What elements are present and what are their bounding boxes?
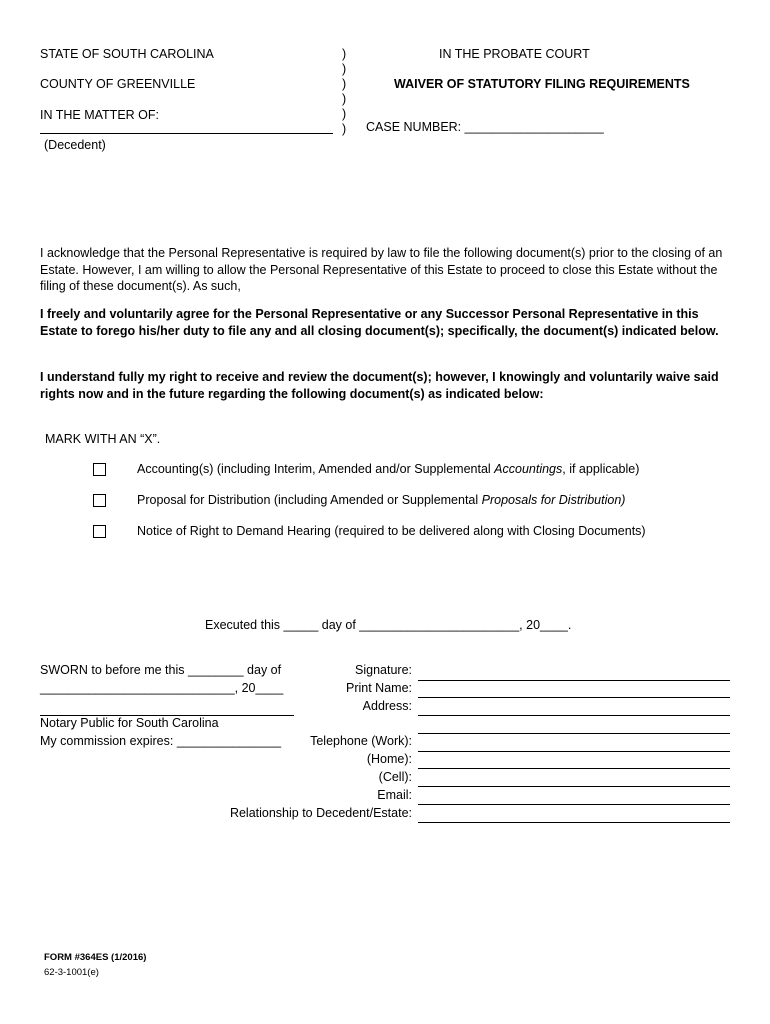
notary-title: Notary Public for South Carolina [40, 716, 219, 730]
paren: ) [342, 47, 347, 61]
form-number: FORM #364ES (1/2016) [44, 952, 147, 963]
address-line-2[interactable] [418, 733, 730, 734]
address-line[interactable] [418, 715, 730, 716]
address-label: Address: [362, 699, 412, 713]
agreement-paragraph: I freely and voluntarily agree for the Personal Representative or any Successor Personal Representative in this Estate to forego his/her duty to file any and all closing document(s); specifically, the document(s) indicated below. [40, 307, 719, 338]
telephone-home-label: (Home): [366, 752, 412, 766]
acknowledgement-paragraph: I acknowledge that the Personal Representative is required by law to file the following document(s) prior to the closing of an Estate. However, I am willing to allow the Personal Representative of this Estate to proceed to close this Estate without the filing of these document(s). As such, [40, 246, 723, 293]
notice-checkbox[interactable] [93, 525, 106, 538]
decedent-name-line[interactable] [40, 133, 333, 134]
print-name-label: Print Name: [346, 681, 412, 695]
email-line[interactable] [418, 804, 730, 805]
relationship-label: Relationship to Decedent/Estate: [229, 806, 412, 820]
case-number-field[interactable]: CASE NUMBER: ____________________ [366, 120, 604, 134]
county-label: COUNTY OF GREENVILLE [40, 77, 196, 91]
matter-label: IN THE MATTER OF: [40, 108, 159, 122]
mark-instruction: MARK WITH AN “X”. [45, 432, 161, 446]
decedent-label: (Decedent) [44, 138, 106, 152]
sworn-line[interactable]: SWORN to before me this ________ day of [40, 663, 282, 677]
state-label: STATE OF SOUTH CAROLINA [40, 47, 214, 61]
paren: ) [342, 107, 347, 121]
accounting-checkbox[interactable] [93, 463, 106, 476]
court-label: IN THE PROBATE COURT [439, 47, 590, 61]
signature-line[interactable] [418, 680, 730, 681]
telephone-work-line[interactable] [418, 751, 730, 752]
commission-expires-line[interactable]: My commission expires: _______________ [40, 734, 282, 748]
paren: ) [342, 122, 347, 136]
paren: ) [342, 77, 347, 91]
telephone-cell-label: (Cell): [378, 770, 412, 784]
paren: ) [342, 92, 347, 106]
form-title: WAIVER OF STATUTORY FILING REQUIREMENTS [394, 77, 690, 91]
signature-label: Signature: [355, 663, 412, 677]
telephone-cell-line[interactable] [418, 786, 730, 787]
accounting-label: Accounting(s) (including Interim, Amended and/or Supplemental Accountings, if applicable) [137, 462, 640, 476]
paren: ) [342, 62, 347, 76]
print-name-line[interactable] [418, 697, 730, 698]
relationship-line[interactable] [418, 822, 730, 823]
proposal-label: Proposal for Distribution (including Amended or Supplemental Proposals for Distribution) [137, 493, 626, 507]
statute-code: 62-3-1001(e) [44, 967, 99, 978]
sworn-year-line[interactable]: ____________________________, 20____ [40, 681, 284, 695]
telephone-work-label: Telephone (Work): [310, 734, 412, 748]
rights-paragraph: I understand fully my right to receive and review the document(s); however, I knowingly and voluntarily waive said rights now and in the future regarding the following document(s) as indicated below: [40, 370, 719, 401]
telephone-home-line[interactable] [418, 768, 730, 769]
proposal-checkbox[interactable] [93, 494, 106, 507]
email-label: Email: [377, 788, 412, 802]
notice-label: Notice of Right to Demand Hearing (required to be delivered along with Closing Documents) [137, 524, 646, 538]
executed-line[interactable]: Executed this _____ day of _______________________, 20____. [205, 618, 572, 632]
